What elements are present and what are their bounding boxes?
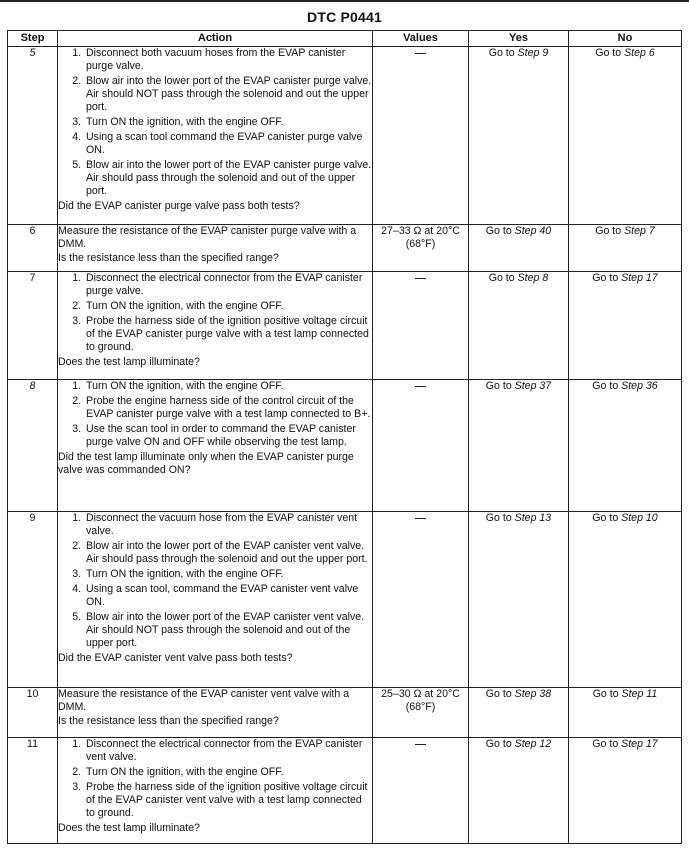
dash-icon [415, 518, 426, 519]
table-row [8, 738, 682, 844]
no-prefix: Go to [592, 512, 619, 524]
yes-cell [469, 380, 569, 512]
list-item: 3. Use the scan tool in order to command the EVAP canister purge valve ON and OFF while observing the test lamp. [84, 423, 372, 449]
list-item: 3. Probe the harness side of the ignition positive voltage circuit of the EVAP canister purge valve with a test lamp connected to ground. [84, 315, 372, 354]
yes-prefix: Go to [485, 688, 512, 700]
yes-step-link[interactable]: Step 12 [514, 738, 552, 750]
table-row [8, 688, 682, 738]
yes-cell [469, 512, 569, 688]
yes-cell [469, 688, 569, 738]
action-cell [58, 688, 373, 738]
action-list [58, 738, 372, 820]
list-item: 2. Turn ON the ignition, with the engine OFF. [84, 300, 372, 313]
header-action: Action [58, 31, 373, 47]
yes-cell [469, 738, 569, 844]
no-cell [569, 47, 682, 225]
action-text: Measure the resistance of the EVAP canister purge valve with a DMM. [58, 225, 357, 250]
step-number: 5 [8, 47, 58, 225]
list-item: 1. Disconnect the electrical connector from the EVAP canister purge valve. [84, 272, 372, 298]
step-number: 10 [8, 688, 58, 738]
action-cell [58, 738, 373, 844]
values-cell [373, 272, 469, 380]
no-cell [569, 380, 682, 512]
step-number: 9 [8, 512, 58, 688]
values-cell: 25–30 Ω at 20°C (68°F) [373, 688, 469, 738]
list-item: 1. Disconnect the vacuum hose from the EVAP canister vent valve. [84, 512, 372, 538]
step-number: 11 [8, 738, 58, 844]
list-item: 1. Disconnect the electrical connector from the EVAP canister vent valve. [84, 738, 372, 764]
no-prefix: Go to [592, 738, 619, 750]
list-item: 5. Blow air into the lower port of the EVAP canister vent valve. Air should NOT pass through the solenoid and out of the upper port. [84, 611, 372, 650]
list-item: 4. Using a scan tool command the EVAP canister purge valve ON. [84, 131, 372, 157]
yes-step-link[interactable]: Step 40 [514, 225, 552, 237]
yes-step-link[interactable]: Step 9 [517, 47, 549, 59]
top-rule [0, 0, 689, 2]
no-prefix: Go to [595, 225, 622, 237]
header-values: Values [373, 31, 469, 47]
yes-prefix: Go to [485, 738, 512, 750]
list-item: 3. Probe the harness side of the ignition positive voltage circuit of the EVAP canister vent valve with a test lamp connected to ground. [84, 781, 372, 820]
no-prefix: Go to [592, 272, 619, 284]
question-text: Did the test lamp illuminate only when the EVAP canister purge valve was commanded ON? [58, 451, 354, 476]
list-item: 5. Blow air into the lower port of the EVAP canister purge valve. Air should pass through the solenoid and out of the upper port. [84, 159, 372, 198]
yes-prefix: Go to [485, 225, 512, 237]
list-item: 3. Turn ON the ignition, with the engine OFF. [84, 568, 372, 581]
header-no: No [569, 31, 682, 47]
yes-step-link[interactable]: Step 13 [514, 512, 552, 524]
list-item: 1. Turn ON the ignition, with the engine OFF. [84, 380, 372, 393]
no-step-link[interactable]: Step 17 [621, 738, 658, 750]
yes-prefix: Go to [488, 272, 515, 284]
values-cell [373, 738, 469, 844]
question-text: Did the EVAP canister purge valve pass both tests? [58, 200, 300, 212]
table-row [8, 380, 682, 512]
yes-step-link[interactable]: Step 37 [514, 380, 552, 392]
action-cell [58, 512, 373, 688]
list-item: 2. Blow air into the lower port of the EVAP canister purge valve. Air should NOT pass through the solenoid and out the upper port. [84, 75, 372, 114]
action-cell [58, 380, 373, 512]
question-text: Did the EVAP canister vent valve pass both tests? [58, 652, 293, 664]
values-cell [373, 47, 469, 225]
list-item: 2. Blow air into the lower port of the EVAP canister vent valve. Air should pass through the solenoid and out the upper port. [84, 540, 372, 566]
yes-cell [469, 47, 569, 225]
list-item: 3. Turn ON the ignition, with the engine OFF. [84, 116, 372, 129]
step-number: 7 [8, 272, 58, 380]
values-cell: 27–33 Ω at 20°C (68°F) [373, 225, 469, 272]
header-row [8, 31, 682, 47]
no-cell [569, 225, 682, 272]
list-item: 1. Disconnect both vacuum hoses from the EVAP canister purge valve. [84, 47, 372, 73]
yes-prefix: Go to [488, 47, 515, 59]
values-cell [373, 380, 469, 512]
header-step: Step [8, 31, 58, 47]
question-text: Does the test lamp illuminate? [58, 822, 200, 834]
dash-icon [415, 53, 426, 54]
no-cell [569, 738, 682, 844]
no-prefix: Go to [592, 380, 619, 392]
yes-cell [469, 225, 569, 272]
yes-cell [469, 272, 569, 380]
no-prefix: Go to [595, 47, 622, 59]
table-row [8, 272, 682, 380]
no-step-link[interactable]: Step 10 [621, 512, 658, 524]
no-prefix: Go to [592, 688, 619, 700]
list-item: 4. Using a scan tool, command the EVAP canister vent valve ON. [84, 583, 372, 609]
no-cell [569, 512, 682, 688]
list-item: 2. Turn ON the ignition, with the engine OFF. [84, 766, 372, 779]
no-step-link[interactable]: Step 17 [621, 272, 658, 284]
no-step-link[interactable]: Step 36 [621, 380, 658, 392]
no-step-link[interactable]: Step 7 [624, 225, 655, 237]
header-yes: Yes [469, 31, 569, 47]
no-step-link[interactable]: Step 6 [624, 47, 655, 59]
yes-step-link[interactable]: Step 8 [517, 272, 549, 284]
dash-icon [415, 278, 426, 279]
table-row [8, 225, 682, 272]
yes-step-link[interactable]: Step 38 [514, 688, 552, 700]
action-list [58, 47, 372, 198]
action-cell [58, 225, 373, 272]
step-number: 6 [8, 225, 58, 272]
dash-icon [415, 744, 426, 745]
action-cell [58, 47, 373, 225]
no-step-link[interactable]: Step 11 [621, 688, 658, 700]
values-cell [373, 512, 469, 688]
question-text: Does the test lamp illuminate? [58, 356, 200, 368]
table-row [8, 47, 682, 225]
action-list [58, 272, 372, 354]
page-title: DTC P0441 [307, 9, 382, 25]
action-text: Measure the resistance of the EVAP canister vent valve with a DMM. [58, 688, 350, 713]
yes-prefix: Go to [485, 512, 512, 524]
action-list [58, 380, 372, 449]
action-cell [58, 272, 373, 380]
no-cell [569, 272, 682, 380]
step-number: 8 [8, 380, 58, 512]
list-item: 2. Probe the engine harness side of the control circuit of the EVAP canister purge valve with a test lamp connected to B+. [84, 395, 372, 421]
question-text: Is the resistance less than the specified range? [58, 715, 279, 727]
no-cell [569, 688, 682, 738]
question-text: Is the resistance less than the specified range? [58, 252, 279, 264]
table-row [8, 512, 682, 688]
action-list [58, 512, 372, 650]
diagnostic-table [7, 30, 682, 844]
dash-icon [415, 386, 426, 387]
yes-prefix: Go to [485, 380, 512, 392]
